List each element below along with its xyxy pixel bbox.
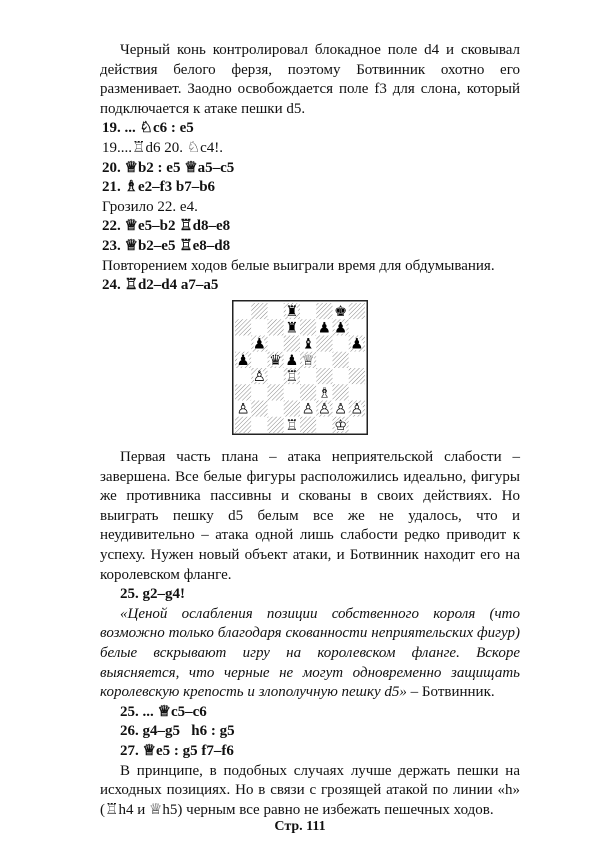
board-square-e1 <box>300 417 316 433</box>
board-square-g5 <box>333 352 349 368</box>
board-square-f4 <box>316 368 332 384</box>
variation-19: 19....♖d6 20. ♘c4!. <box>102 139 224 156</box>
board-square-d3 <box>284 384 300 400</box>
chess-diagram <box>232 300 368 435</box>
piece-black-d8: ♜ <box>285 304 299 321</box>
move-25-black: 25. ... ♕c5–c6 <box>120 703 207 720</box>
piece-white-f3: ♗ <box>317 385 331 402</box>
board-square-b2 <box>251 401 267 417</box>
quote-attribution: – Ботвинник. <box>406 684 495 701</box>
move-23: 23. ♕b2–e5 ♖e8–d8 <box>102 237 231 254</box>
board-square-h7 <box>349 319 365 335</box>
board-square-g4 <box>333 368 349 384</box>
piece-black-f7: ♟ <box>317 320 331 337</box>
board-square-c7 <box>268 319 284 335</box>
board-square-a6 <box>235 336 251 352</box>
quote-text: «Ценой ослабления позиции собственного короля (что возможно только благодаря скованности неприятельских фигур) белые вскрывают игру на королевском фланге. Вскоре выясняется, что черные не могут одновременно защищать королевскую крепость и злополучную пешку d5» <box>100 605 520 701</box>
move-24: 24. ♖d2–d4 a7–a5 <box>102 277 219 294</box>
board-square-d6 <box>284 336 300 352</box>
move-21: 21. ♗e2–f3 b7–b6 <box>102 179 216 196</box>
board-square-e8 <box>300 303 316 319</box>
text-block-top <box>100 41 520 296</box>
piece-white-b4: ♙ <box>252 369 266 386</box>
move-20: 20. ♕b2 : e5 ♕a5–c5 <box>102 159 235 176</box>
board-square-a8 <box>235 303 251 319</box>
move-25: 25. g2–g4! <box>120 586 185 603</box>
move-22: 22. ♕e5–b2 ♖d8–e8 <box>102 218 231 235</box>
board-square-a3 <box>235 384 251 400</box>
board-square-f6 <box>316 336 332 352</box>
board-square-b1 <box>251 417 267 433</box>
board-square-g6 <box>333 336 349 352</box>
piece-white-e5: ♕ <box>301 352 315 369</box>
move-27: 27. ♕e5 : g5 f7–f6 <box>120 742 234 759</box>
piece-black-g8: ♚ <box>334 304 348 321</box>
board-square-a1 <box>235 417 251 433</box>
board-square-b5 <box>251 352 267 368</box>
piece-black-d7: ♜ <box>285 320 299 337</box>
board-square-d2 <box>284 401 300 417</box>
board-square-g3 <box>333 384 349 400</box>
board-square-f8 <box>316 303 332 319</box>
move-26: 26. g4–g5 h6 : g5 <box>120 723 235 740</box>
piece-black-e6: ♝ <box>301 336 315 353</box>
note-21: Грозило 22. e4. <box>102 198 198 215</box>
piece-black-c5: ♛ <box>269 352 283 369</box>
board-square-a7 <box>235 319 251 335</box>
board-square-f5 <box>316 352 332 368</box>
chess-board <box>232 300 368 435</box>
board-square-b8 <box>251 303 267 319</box>
board-square-h8 <box>349 303 365 319</box>
paragraph-knight-blockade: Черный конь контролировал блокадное поле d4 и сковывал действия белого ферзя, поэтому Ботвинник охотно его разменивает. Заодно освобождается поле f3 для слона, который подключается к атаке пешки d5. <box>100 42 520 117</box>
piece-white-a2: ♙ <box>236 401 250 418</box>
piece-black-h6: ♟ <box>350 336 364 353</box>
note-23: Повторением ходов белые выиграли время для обдумывания. <box>102 257 495 274</box>
board-square-c3 <box>268 384 284 400</box>
piece-black-g7: ♟ <box>334 320 348 337</box>
board-square-c1 <box>268 417 284 433</box>
board-square-h5 <box>349 352 365 368</box>
board-square-e7 <box>300 319 316 335</box>
paragraph-pawns: В принципе, в подобных случаях лучше держать пешки на исходных позициях. Но в связи с грозящей атакой по линии «h» (♖h4 и ♕h5) черным все равно не избежать пешечных ходов. <box>100 762 520 818</box>
piece-black-a5: ♟ <box>236 352 250 369</box>
board-square-c4 <box>268 368 284 384</box>
piece-white-h2: ♙ <box>350 401 364 418</box>
text-block-bottom <box>100 448 520 820</box>
board-square-h3 <box>349 384 365 400</box>
piece-white-g2: ♙ <box>334 401 348 418</box>
board-square-b7 <box>251 319 267 335</box>
board-square-e3 <box>300 384 316 400</box>
board-square-h4 <box>349 368 365 384</box>
piece-white-d4: ♖ <box>285 369 299 386</box>
board-square-c8 <box>268 303 284 319</box>
piece-white-f2: ♙ <box>317 401 331 418</box>
piece-black-d5: ♟ <box>285 352 299 369</box>
piece-white-g1: ♔ <box>334 417 348 434</box>
board-square-h1 <box>349 417 365 433</box>
board-square-c2 <box>268 401 284 417</box>
board-square-e4 <box>300 368 316 384</box>
board-square-c6 <box>268 336 284 352</box>
page-number: Стр. 111 <box>274 819 326 834</box>
quote-botvinnik <box>100 605 520 703</box>
piece-white-d1: ♖ <box>285 417 299 434</box>
paragraph-plan: Первая часть плана – атака неприятельской слабости – завершена. Все белые фигуры расположились идеально, фигуры же противника пассивны и скованы в своих действиях. Но выиграть пешку d5 белым все же не удалось, что и неудивительно – атака одной лишь слабости редко приводит к успеху. Нужен новый объект атаки, и Ботвинник находит его на королевском фланге. <box>100 449 520 583</box>
board-square-a4 <box>235 368 251 384</box>
piece-black-b6: ♟ <box>252 336 266 353</box>
move-19: 19. ... ♘c6 : e5 <box>102 120 194 137</box>
board-square-f1 <box>316 417 332 433</box>
board-square-b3 <box>251 384 267 400</box>
piece-white-e2: ♙ <box>301 401 315 418</box>
